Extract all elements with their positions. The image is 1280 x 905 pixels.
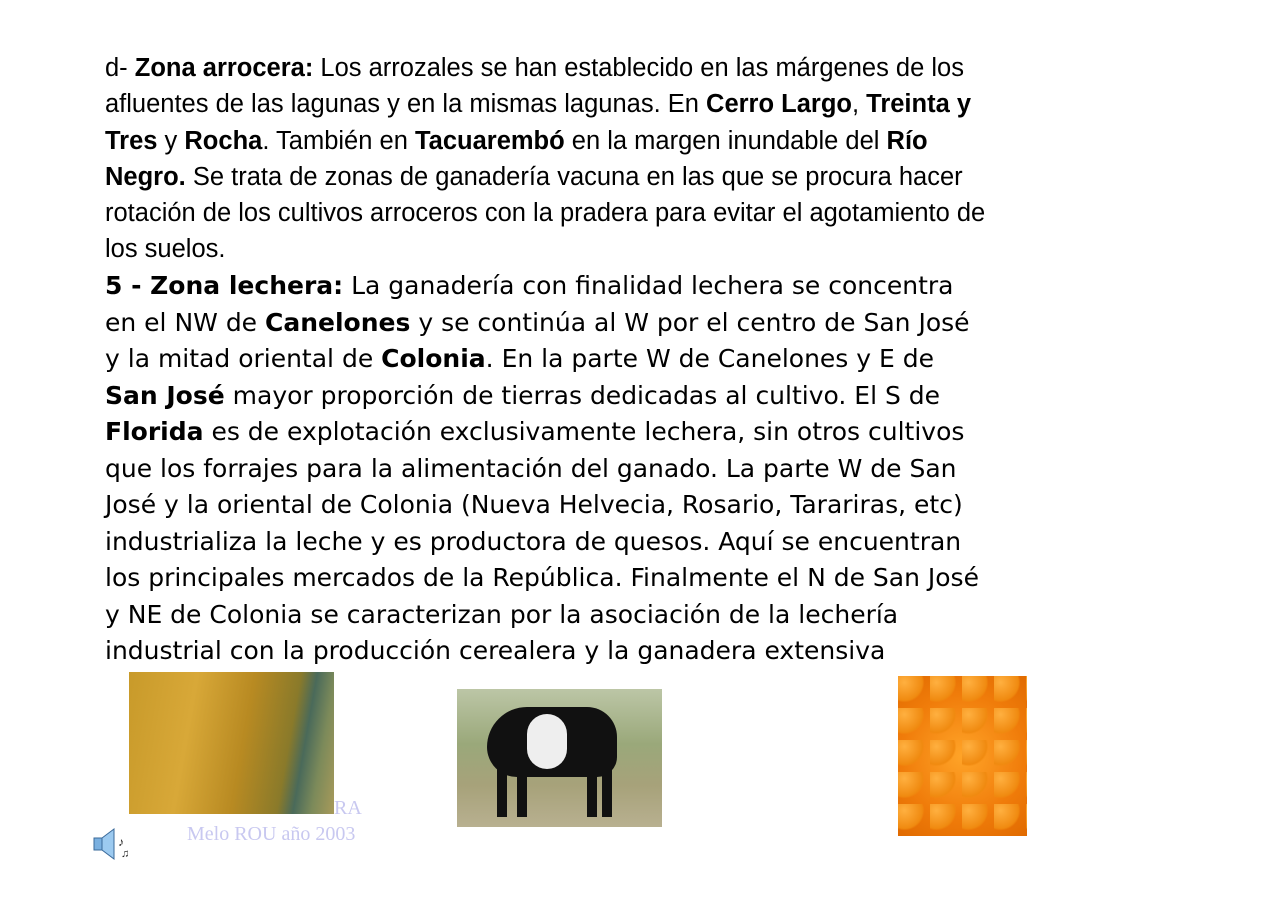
text-segment: industrial con la producción cerealera y la ganadera extensiva: [105, 636, 886, 665]
text-line: [105, 560, 979, 597]
bold-term: Treinta y: [866, 90, 972, 119]
text-segment: . En la parte W de Canelones y E de: [485, 344, 934, 373]
text-segment: ,: [851, 90, 867, 119]
paragraph-zona-lechera: [105, 268, 979, 670]
text-line: [105, 268, 979, 305]
text-segment: y se continúa al W por el centro de San José: [410, 307, 970, 337]
text-segment: en la margen inundable del: [564, 126, 887, 155]
bold-term: Cerro Largo: [706, 90, 852, 119]
text-segment: La ganadería con finalidad lechera se concentra: [343, 271, 954, 300]
dairy-cow-image: [457, 689, 662, 827]
text-segment: los suelos.: [105, 235, 226, 264]
text-segment: . También en: [262, 126, 415, 155]
text-line: [105, 159, 985, 195]
text-line: [105, 50, 985, 86]
text-segment: d-: [105, 54, 135, 82]
text-segment: Los arrozales se han establecido en las márgenes de los: [313, 54, 964, 82]
bold-term: Canelones: [265, 307, 411, 337]
paragraph-zona-arrocera: [105, 50, 985, 268]
text-line: [105, 378, 979, 415]
text-segment: que los forrajes para la alimentación del ganado. La parte W de San: [105, 453, 957, 483]
bold-term: Rocha: [184, 126, 263, 155]
text-line: [105, 597, 979, 634]
text-line: [105, 86, 985, 122]
text-line: [105, 487, 979, 524]
text-line: [105, 231, 985, 267]
bold-term: Colonia: [381, 344, 486, 373]
footer-credit: Melo ROU año 2003: [187, 823, 356, 845]
rice-field-image: [129, 672, 334, 814]
bold-term: Zona arrocera:: [134, 54, 314, 82]
text-line: [105, 524, 979, 561]
text-segment: los principales mercados de la República. Finalmente el N de San José: [105, 563, 979, 592]
text-segment: José y la oriental de Colonia (Nueva Helvecia, Rosario, Tarariras, etc): [105, 490, 963, 519]
text-line: [105, 123, 985, 159]
text-line: [105, 305, 979, 342]
text-segment: y: [157, 126, 185, 155]
bold-term: Tres: [105, 126, 158, 155]
bold-term: Florida: [105, 417, 204, 446]
bold-term: Tacuarembó: [414, 126, 565, 155]
svg-text:♪: ♪: [118, 835, 124, 849]
text-line: [105, 414, 979, 451]
bold-term: Negro.: [105, 162, 186, 191]
text-segment: mayor proporción de tierras dedicadas al cultivo. El S de: [224, 380, 941, 410]
svg-text:♫: ♫: [121, 848, 130, 860]
oranges-image: [898, 676, 1027, 836]
text-segment: rotación de los cultivos arroceros con la pradera para evitar el agotamiento de: [105, 199, 986, 228]
bold-term: Río: [886, 126, 928, 155]
footer-partial-text: RA: [334, 797, 362, 819]
text-segment: industrializa la leche y es productora de quesos. Aquí se encuentran: [105, 526, 962, 556]
bold-term: San José: [105, 380, 225, 410]
text-segment: y la mitad oriental de: [105, 344, 382, 373]
text-segment: en el NW de: [105, 307, 266, 337]
text-line: [105, 341, 979, 378]
text-line: [105, 451, 979, 488]
text-line: [105, 633, 979, 670]
text-segment: y NE de Colonia se caracterizan por la asociación de la lechería: [105, 599, 899, 629]
text-segment: Se trata de zonas de ganadería vacuna en las que se procura hacer: [185, 162, 963, 191]
text-segment: es de explotación exclusivamente lechera, sin otros cultivos: [203, 417, 965, 446]
text-segment: afluentes de las lagunas y en la mismas lagunas. En: [105, 90, 707, 119]
bold-term: 5 - Zona lechera:: [105, 271, 344, 300]
speaker-sound-icon[interactable]: [92, 826, 132, 862]
text-line: [105, 195, 985, 231]
